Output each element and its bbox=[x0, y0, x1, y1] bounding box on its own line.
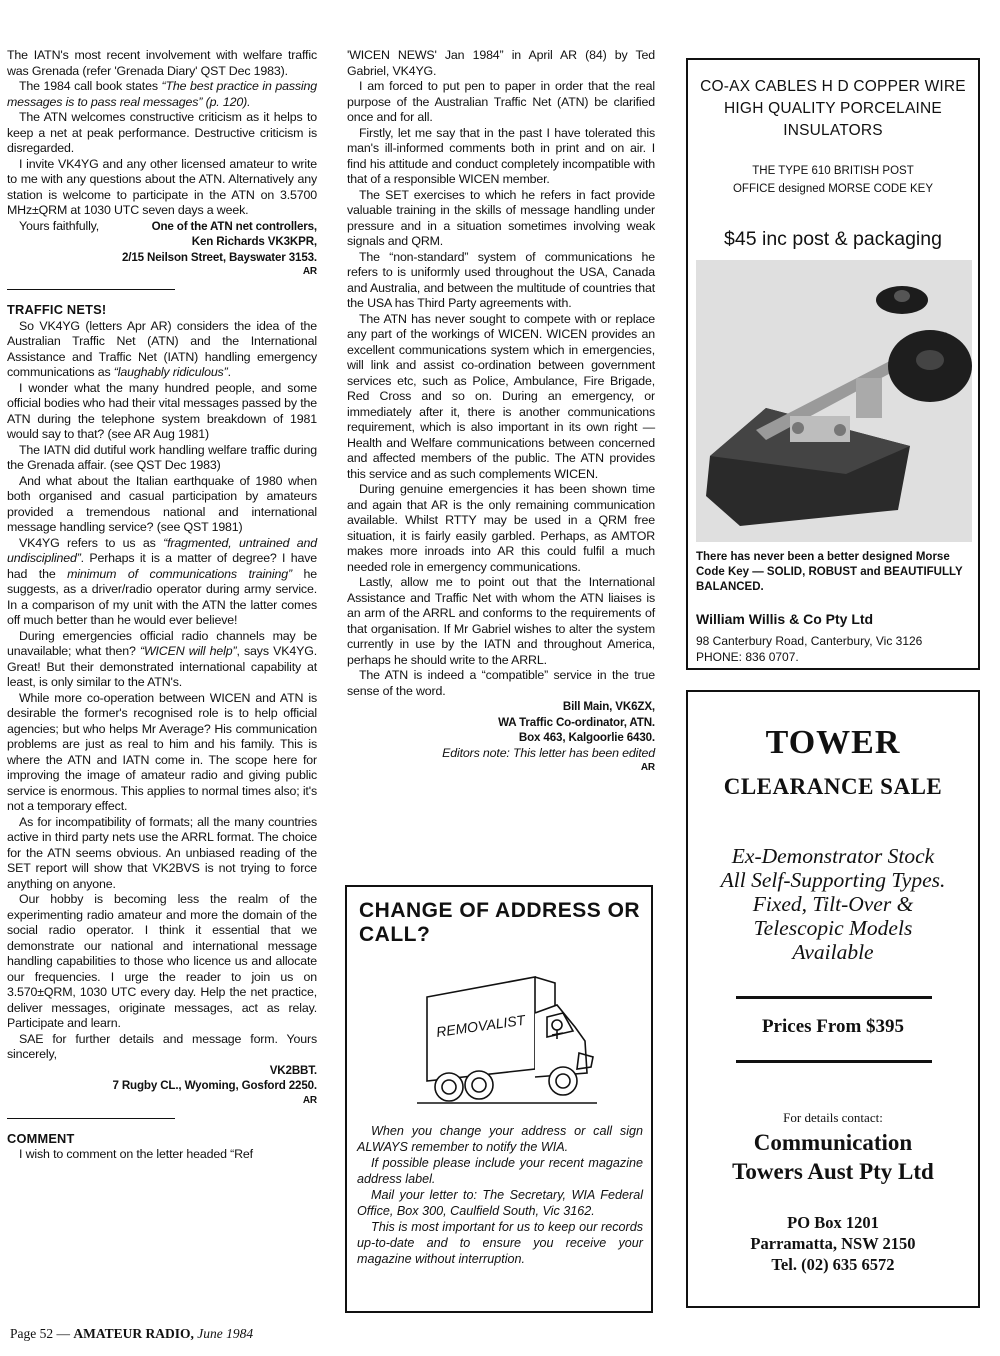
ad-subheading-line: OFFICE designed MORSE CODE KEY bbox=[732, 183, 934, 195]
morse-key-photo bbox=[696, 260, 972, 542]
letter-paragraph: The IATN did dutiful work handling welfare traffic during the Grenada affair. (see QST Dec 1983) bbox=[7, 442, 317, 472]
letter-paragraph: As for incompatibility of formats; all the many countries active in third party nets use the ARRL format. The choice for the ATN seems obvious. An unbiased reading of the SET report will show that VK2BVS is not trying to force anything on anyone. bbox=[7, 814, 317, 891]
letter-paragraph: The IATN's most recent involvement with welfare traffic was Grenada (refer 'Grenada Diary' QST Dec 1983). bbox=[7, 48, 317, 78]
ad-headline: INSULATORS bbox=[783, 122, 883, 139]
section-divider bbox=[7, 289, 175, 290]
closing: Yours faithfully, bbox=[19, 218, 100, 233]
tower-clearance-advertisement bbox=[686, 690, 980, 1308]
text-span: VK4YG refers to us as bbox=[19, 535, 164, 550]
letter-paragraph: The ATN welcomes constructive criticism as it helps to keep a net at peak performance. Destructive criticism is disregarded. bbox=[7, 110, 317, 155]
ad-address-line: PO Box 1201 bbox=[787, 1213, 879, 1232]
ad-price: Prices From $395 bbox=[761, 1016, 905, 1037]
text-span: he suggests, as a driver/radio operator during army service. In a comparison of my unit with the ATN the latter comes off much better than he would ever believe! bbox=[7, 566, 317, 627]
ad-headline: HIGH QUALITY PORCELAINE bbox=[724, 100, 942, 117]
letter-paragraph: I wonder what the many hundred people, and some official bodies who had their vital messages passed by the ATN during the telephone system breakdown of 1981 would say to that? (see AR Aug 1981) bbox=[7, 380, 317, 441]
signature-line: VK2BBT. bbox=[269, 1063, 317, 1077]
ad-headline: CO-AX CABLES H D COPPER WIRE bbox=[700, 78, 966, 95]
notice-paragraph: Mail your letter to: The Secretary, WIA Federal Office, Box 300, Caulfield South, Vic 3162. bbox=[357, 1188, 643, 1218]
letter-paragraph bbox=[7, 629, 317, 691]
letter-paragraph: I wish to comment on the letter headed “Ref bbox=[19, 1147, 253, 1161]
signature-line: One of the ATN net controllers, bbox=[151, 219, 317, 233]
ad-address bbox=[696, 633, 976, 665]
morse-key-advertisement bbox=[686, 58, 980, 670]
signature-line: Bill Main, VK6ZX, bbox=[562, 700, 655, 713]
ad-company-name bbox=[688, 1128, 978, 1186]
notice-title: CHANGE OF ADDRESS OR CALL? bbox=[359, 899, 641, 946]
ad-address-line: 98 Canterbury Road, Canterbury, Vic 3126 bbox=[696, 634, 923, 648]
signature-line: Box 463, Kalgoorlie 6430. bbox=[518, 731, 655, 744]
quote-span: minimum of communications training” bbox=[67, 566, 292, 581]
letter-paragraph bbox=[7, 536, 317, 629]
ad-description bbox=[688, 844, 978, 964]
ad-subheading-line: THE TYPE 610 BRITISH POST bbox=[752, 165, 914, 177]
ad-description: There has never been a better designed Morse Code Key — SOLID, ROBUST and BEAUTIFULLY BALANCED. bbox=[696, 551, 963, 593]
ad-price: $45 inc post & packaging bbox=[724, 228, 942, 250]
signature-line: 7 Rugby CL., Wyoming, Gosford 2250. bbox=[112, 1079, 317, 1092]
ad-phone: Tel. (02) 635 6572 bbox=[771, 1255, 895, 1274]
ad-company-line: Towers Aust Pty Ltd bbox=[732, 1159, 934, 1184]
ad-description-line: Telescopic Models bbox=[753, 916, 913, 940]
notice-paragraph: This is most important for us to keep our records up-to-date and to ensure you receive your magazine without interruption. bbox=[357, 1220, 643, 1266]
letter-paragraph: During genuine emergencies it has been shown time and again that AR is the only remaining communication available. Whilst RTTY may be used in a QRM free situation, it is fairly easily garbled. Perhaps, as AMTOR makes more inroads into AR this could fulfil a much needed role in emergency communications. bbox=[347, 482, 655, 574]
letter-paragraph: Our hobby is becoming less the realm of the experimenting radio amateur and more the domain of the social radio operator. I think it essential that we demonstrate our national and international message handling capabilities to those who licence us and allocate our frequencies. I urge the reader to join us on 3.570±QRM, 1030 UTC every day. Help the net practice, deliver messages, originate messages, act as relay. Participate and learn. bbox=[7, 892, 317, 1030]
text-span: The 1984 call book states bbox=[19, 79, 162, 93]
signature-line: Ken Richards VK3KPR, bbox=[191, 235, 317, 248]
section-heading: TRAFFIC NETS! bbox=[7, 302, 107, 317]
letters-column-1 bbox=[7, 48, 317, 1163]
ad-company-name: William Willis & Co Pty Ltd bbox=[696, 611, 874, 627]
ad-divider bbox=[736, 996, 932, 999]
letter-paragraph: While more co-operation between WICEN and ATN is desirable the former's recognised role is to help official agencies; but who helps Mr Average? His communication problems are just as real to him and his family. This is where the ATN and IATN come in. The scope here for improving the image of amateur radio and giving public service is enormous. This applies to normal times also; it's not a temporary effect. bbox=[7, 690, 317, 813]
ar-mark: AR bbox=[302, 1094, 317, 1106]
signature-line: WA Traffic Co-ordinator, ATN. bbox=[498, 715, 655, 729]
ad-address bbox=[688, 1212, 978, 1275]
van-label: REMOVALIST bbox=[435, 1011, 527, 1040]
letter-paragraph bbox=[7, 79, 317, 110]
letter-paragraph: The “non-standard” system of communications he refers to is uniformly used throughout the USA, Canada and Australia, and between the multitude of countries that the USA has Third Party agreements with. bbox=[347, 249, 655, 310]
letter-paragraph: I am forced to put pen to paper in order that the real purpose of the Australian Traffic Net (ATN) be clarified once and for all. bbox=[347, 79, 655, 124]
text-span: . bbox=[227, 365, 231, 379]
text-span: . Perhaps it is a matter of degree? I have had the bbox=[7, 551, 317, 581]
ad-subheading bbox=[688, 162, 978, 198]
page-footer bbox=[10, 1326, 253, 1342]
editors-note: Editors note: This letter has been edited bbox=[442, 745, 655, 760]
letter-paragraph: SAE for further details and message form. Yours sincerely, bbox=[7, 1031, 317, 1061]
section-divider bbox=[7, 1118, 175, 1119]
quote-span: “laughably ridiculous” bbox=[113, 365, 228, 379]
notice-paragraph: When you change your address or call sign ALWAYS remember to notify the WIA. bbox=[357, 1124, 643, 1154]
letter-paragraph: 'WICEN NEWS' Jan 1984” in April AR (84) by Ted Gabriel, VK4YG. bbox=[347, 48, 655, 78]
quote-span: “WICEN will help” bbox=[139, 644, 237, 658]
letter-paragraph: The ATN is indeed a “compatible” service in the true sense of the word. bbox=[347, 668, 655, 698]
ar-mark: AR bbox=[640, 762, 655, 773]
letter-paragraph: Firstly, let me say that in the past I have tolerated this man's ill-informed comments both in print and on air. I find his attitude and conduct completely incompatible with that of a responsible WICEN member. bbox=[347, 125, 655, 186]
letter-paragraph: The ATN has never sought to compete with or replace any part of the workings of WICEN. WICEN provides an excellent communications system which in emergencies, will link and assist co-ordination between government services etc, such as Police, Ambulance, Fire Brigade, Red Cross and so on. During an emergency, or immediately after it, there is another communications requirement, which is also important in its own right — Health and Welfare communications between concerned and affected members of the public. The ATN provides this service and as such complements WICEN. bbox=[347, 311, 655, 481]
change-of-address-notice bbox=[345, 885, 653, 1313]
text-span: So VK4YG (letters Apr AR) considers the idea of the Australian Traffic Net (ATN) and the International Assistance and Traffic Net (IATN) handling emergency communications as bbox=[7, 318, 317, 379]
letters-column-2 bbox=[347, 48, 655, 775]
letter-paragraph: Lastly, allow me to point out that the International Assistance and Traffic Net with whom the ATN liaises is an arm of the ARRL and conforms to the requirements of that organisation. If Mr Gabriel wishes to alter the system currently in use by the IATN and throughout America, perhaps he should write to the ARRL. bbox=[347, 575, 655, 667]
letter-paragraph: The SET exercises to which he refers in fact provide valuable training in the skills of message handling under pressure and in a situation sometimes involving weak signals and QRM. bbox=[347, 187, 655, 248]
ad-description-line: Fixed, Tilt-Over & bbox=[752, 892, 914, 916]
quote-span: “The best practice in passing messages is to pass real messages” (p. 120). bbox=[7, 79, 318, 109]
letter-paragraph: I invite VK4YG and any other licensed amateur to write to me with any questions about the ATN. Alternatively any station is welcome to participate in the ATN on 3.5700 MHz±QRM at 1030 UTC seven days a week. bbox=[7, 156, 317, 217]
letter-paragraph: And what about the Italian earthquake of 1980 when both organised and casual participation by amateurs provided a tremendous national and international message handling service? (see QST 1981) bbox=[7, 473, 317, 534]
ad-description-line: Available bbox=[792, 940, 874, 964]
notice-body bbox=[357, 1123, 643, 1267]
magazine-name: AMATEUR RADIO, bbox=[73, 1326, 194, 1341]
section-heading: COMMENT bbox=[7, 1130, 75, 1146]
text-span: , says VK4YG. Great! But their demonstrated international capability at least, is only similar to the ATN's. bbox=[7, 644, 317, 689]
quote-span: “fragmented, untrained and undisciplined” bbox=[7, 535, 318, 565]
ad-description-line: All Self-Supporting Types. bbox=[720, 868, 946, 892]
ad-contact-label: For details contact: bbox=[783, 1110, 883, 1125]
issue-date: June 1984 bbox=[193, 1326, 254, 1341]
ad-subtitle: CLEARANCE SALE bbox=[723, 774, 943, 799]
letter-paragraph bbox=[7, 319, 317, 381]
signature-line: 2/15 Neilson Street, Bayswater 3153. bbox=[121, 250, 317, 264]
removal-van-illustration bbox=[407, 957, 607, 1117]
notice-paragraph: If possible please include your recent magazine address label. bbox=[357, 1156, 643, 1186]
ad-address-line: Parramatta, NSW 2150 bbox=[750, 1234, 916, 1253]
signature-row bbox=[7, 219, 317, 235]
page-number: Page 52 — bbox=[10, 1326, 74, 1341]
ad-title: TOWER bbox=[765, 724, 901, 761]
ad-divider bbox=[736, 1060, 932, 1063]
ad-phone: PHONE: 836 0707. bbox=[696, 650, 799, 664]
ad-company-line: Communication bbox=[753, 1130, 913, 1155]
ad-description-line: Ex-Demonstrator Stock bbox=[731, 844, 935, 868]
ar-mark: AR bbox=[302, 266, 317, 277]
text-span: During emergencies official radio channels may be unavailable; what then? bbox=[7, 628, 317, 658]
